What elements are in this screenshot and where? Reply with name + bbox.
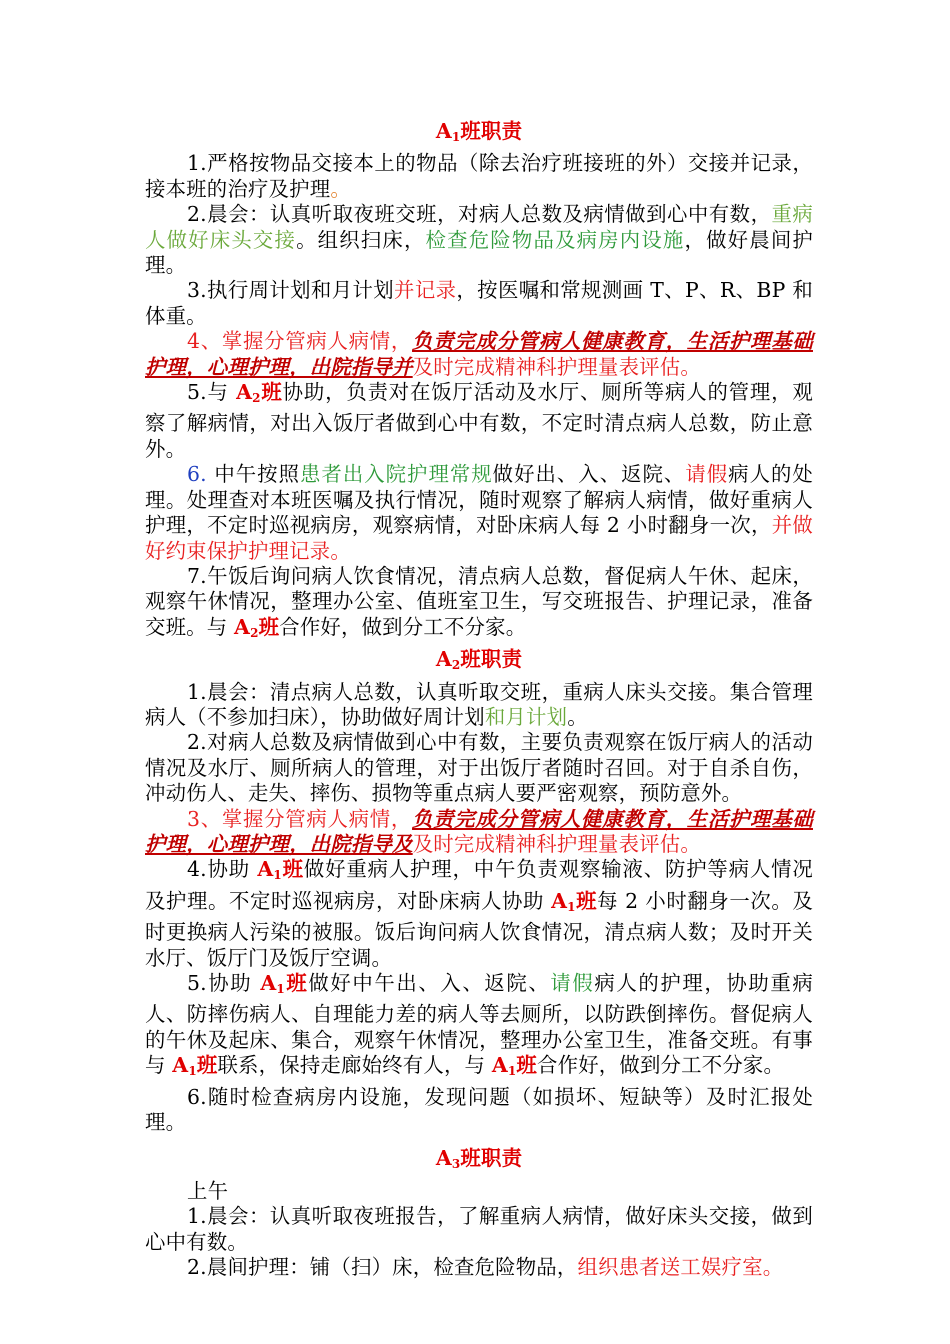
a1-item-6: 6. 中午按照患者出入院护理常规做好出、入、返院、请假病人的处理。处理查对本班医嘱及执行情况，随时观察了解病人病情，做好重病人护理，不定时巡视病房，观察病情，对卧床病人每 2 小时翻身一次，并做好约束保护护理记录。 xyxy=(145,462,813,563)
a1-item-7: 7.午饭后询问病人饮食情况，清点病人总数，督促病人午休、起床，观察午休情况，整理办公室、值班室卫生，写交班报告、护理记录，准备交班。与 $A_2$班合作好，做到分工不分家。 xyxy=(145,563,813,640)
a2-item-5: 5.协助 $A_1$班做好中午出、入、返院、请假病人的护理，协助重病人、防摔伤病人、自理能力差的病人等去厕所，以防跌倒摔伤。督促病人的午休及起床、集合，观察午休情况，整理办公室卫生，准备交班。有事与 $A_1$班联系，保持走廊始终有人，与 $A_1$班合作好，做到分工不分家。 xyxy=(145,971,814,1079)
a2-item-3: 3、掌握分管病人病情，负责完成分管病人健康教育，生活护理基础护理，心理护理，出院指导及及时完成精神科护理量表评估。 xyxy=(145,806,813,856)
a3-item-1: 1.晨会：认真听取夜班报告，了解重病人病情，做好床头交接，做到心中有数。 xyxy=(145,1204,813,1254)
a1-section-title: $A_1$班职责 xyxy=(435,119,523,144)
a1-item-1: 1.严格按物品交接本上的物品（除去治疗班接班的外）交接并记录，接本班的治疗及护理。 xyxy=(145,151,813,201)
a3-item-2: 2.晨间护理：铺（扫）床，检查危险物品，组织患者送工娱疗室。 xyxy=(187,1255,784,1280)
a1-item-2: 2.晨会：认真听取夜班交班，对病人总数及病情做到心中有数，重病人做好床头交接。组织扫床，检查危险物品及病房内设施，做好晨间护理。 xyxy=(145,202,814,278)
document-body xyxy=(145,118,813,1280)
a1-item-3: 3.执行周计划和月计划并记录，按医嘱和常规测画 T、P、R、BP 和体重。 xyxy=(145,278,813,328)
a1-item-4: 4、掌握分管病人病情，负责完成分管病人健康教育，生活护理基础护理，心理护理，出院指导并及时完成精神科护理量表评估。 xyxy=(145,329,813,379)
a3-morning-label: 上午 xyxy=(187,1178,229,1203)
a2-item-2: 2.对病人总数及病情做到心中有数，主要负责观察在饭厅病人的活动情况及水厅、厕所病人的管理，对于出饭厅者随时召回。对于自杀自伤，冲动伤人、走失、摔伤、损物等重点病人要严密观察，预防意外。 xyxy=(145,730,813,806)
a2-item-4: 4.协助 $A_1$班做好重病人护理，中午负责观察输液、防护等病人情况及护理。不定时巡视病房，对卧床病人协助 $A_1$班每 2 小时翻身一次。及时更换病人污染的被服。饭后询问病人饮食情况，清点病人数；及时开关水厅、饭厅门及饭厅空调。 xyxy=(145,857,813,970)
a2-section-title: $A_2$班职责 xyxy=(435,647,523,673)
a3-section-title: $A_3$班职责 xyxy=(435,1146,523,1172)
a1-item-5: 5.与 $A_2$班协助，负责对在饭厅活动及水厅、厕所等病人的管理，观察了解病情，对出入饭厅者做到心中有数，不定时清点病人总数，防止意外。 xyxy=(145,380,814,461)
a2-item-6: 6.随时检查病房内设施，发现问题（如损坏、短缺等）及时汇报处理。 xyxy=(145,1084,813,1135)
a2-item-1: 1.晨会：清点病人总数，认真听取交班，重病人床头交接。集合管理病人（不参加扫床），协助做好周计划和月计划。 xyxy=(145,679,813,729)
